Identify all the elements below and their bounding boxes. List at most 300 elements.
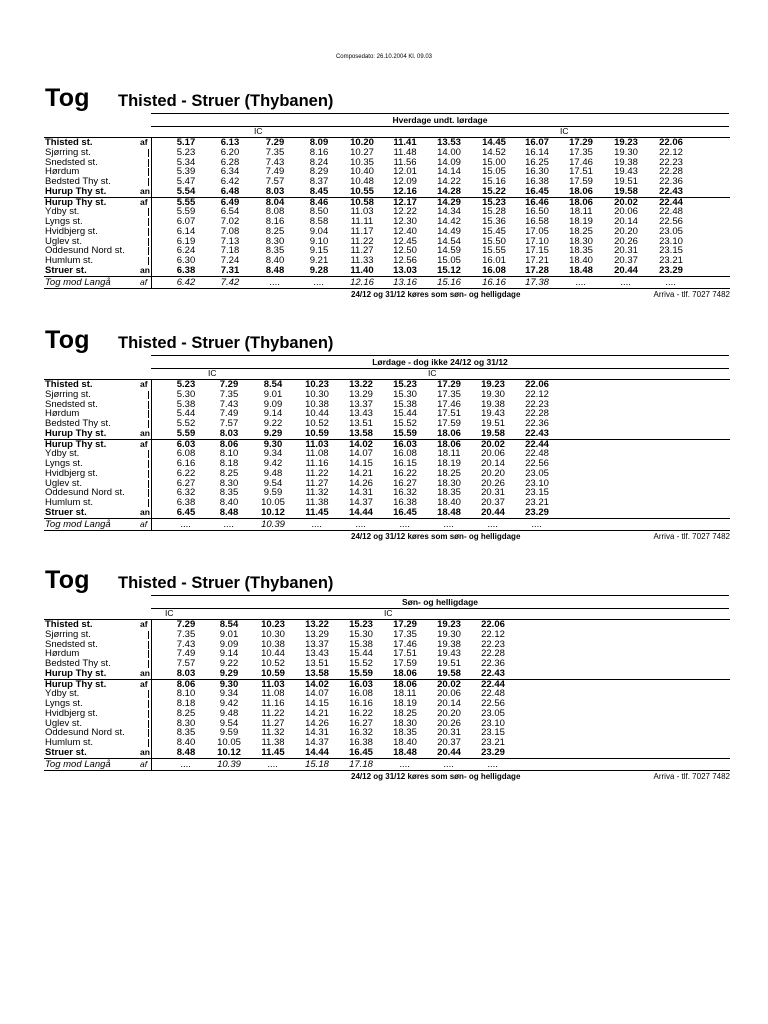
time-cell: 6.24 <box>176 245 196 257</box>
time-cell: 8.40 <box>219 497 239 508</box>
time-cell: 7.49 <box>176 648 196 660</box>
passing-marker <box>148 700 149 708</box>
time-cell: 11.27 <box>261 717 285 729</box>
time-cell: 9.42 <box>219 698 239 709</box>
af-an-marker: af <box>140 137 148 147</box>
timetable-row <box>44 719 730 729</box>
time-cell: 14.21 <box>305 707 329 719</box>
station-name: Snedsted st. <box>45 156 98 168</box>
af-an-marker: af <box>140 379 148 389</box>
af-an-marker: an <box>140 264 150 275</box>
passing-marker <box>148 247 149 255</box>
section-hurup-struer <box>44 679 730 758</box>
time-cell: 9.22 <box>263 418 283 429</box>
station-name: Tog mod Langå <box>45 518 111 530</box>
time-cell: 17.35 <box>393 628 417 640</box>
time-cell: 22.43 <box>525 427 549 439</box>
time-cell: 8.54 <box>219 619 239 630</box>
time-cell: 8.37 <box>309 176 329 187</box>
time-cell: 22.43 <box>659 185 683 197</box>
timetable-row <box>44 488 730 498</box>
tog-mod-langa-row <box>44 276 730 289</box>
time-cell: 6.54 <box>220 206 240 218</box>
time-cell: 10.05 <box>261 497 285 508</box>
time-cell: 8.18 <box>219 458 239 469</box>
passing-marker <box>148 499 149 507</box>
time-cell: 7.35 <box>265 146 285 158</box>
time-cell: 13.51 <box>349 418 373 429</box>
time-cell: 7.57 <box>219 418 239 429</box>
ic-label: IC <box>560 126 569 136</box>
time-cell: 11.33 <box>350 255 374 266</box>
route-title: Thisted - Struer (Thybanen) <box>118 92 334 110</box>
time-cell: 12.09 <box>393 176 417 187</box>
time-cell: 18.48 <box>569 264 593 276</box>
station-name: Lyngs st. <box>45 698 83 709</box>
time-cell: 19.23 <box>437 619 461 630</box>
timetable-row <box>44 649 730 659</box>
timetable-footer <box>44 531 730 543</box>
time-cell: 12.16 <box>350 276 374 288</box>
time-cell: 6.28 <box>220 156 240 168</box>
time-cell: 23.29 <box>525 506 549 518</box>
time-cell: 13.22 <box>305 619 329 630</box>
timetable-row <box>44 380 730 390</box>
timetable-row <box>44 449 730 459</box>
time-cell: 15.28 <box>482 206 506 218</box>
time-cell: 13.58 <box>349 427 373 439</box>
time-cell: 7.08 <box>220 225 240 237</box>
time-cell: 20.02 <box>614 196 638 208</box>
time-cell: 18.35 <box>569 245 593 257</box>
day-type-label: Søn- og helligdage <box>151 595 729 609</box>
time-cell: 9.34 <box>263 448 283 460</box>
time-cell: 13.43 <box>349 408 373 420</box>
time-cell: 14.37 <box>305 737 329 748</box>
holiday-note: 24/12 og 31/12 køres som søn- og helligdage <box>351 771 521 781</box>
passing-marker <box>148 660 149 668</box>
time-cell: 8.48 <box>176 746 196 758</box>
time-cell: 16.32 <box>393 487 417 499</box>
time-cell: 10.38 <box>305 398 329 410</box>
time-cell: 10.40 <box>350 166 374 178</box>
timetable-row <box>44 469 730 479</box>
timetable-row <box>44 640 730 650</box>
time-cell: 14.49 <box>437 225 461 237</box>
timetable-grid <box>44 379 730 543</box>
time-cell: 18.06 <box>569 185 593 197</box>
time-cell: 9.21 <box>309 255 329 266</box>
time-cell: 12.50 <box>393 245 417 257</box>
station-name: Thisted st. <box>45 619 93 630</box>
passing-marker <box>148 410 149 418</box>
timetable-row <box>44 669 730 679</box>
time-cell: 16.45 <box>525 185 549 197</box>
time-cell: 15.36 <box>482 216 506 227</box>
time-cell: 19.43 <box>614 166 638 178</box>
time-cell: 19.38 <box>437 638 461 650</box>
time-cell: 6.16 <box>176 458 196 469</box>
time-cell: 7.43 <box>219 398 239 410</box>
time-cell: 18.06 <box>437 427 461 439</box>
time-cell: 11.32 <box>305 487 329 499</box>
time-cell: 11.45 <box>261 746 285 758</box>
time-cell: 8.48 <box>265 264 285 276</box>
station-name: Hurup Thy st. <box>45 185 107 197</box>
time-cell: 7.18 <box>220 245 240 257</box>
time-cell: .... <box>180 518 192 530</box>
time-cell: 11.16 <box>261 698 285 709</box>
timetable-row <box>44 748 730 758</box>
time-cell: 20.06 <box>437 688 461 700</box>
time-cell: 20.44 <box>614 264 638 276</box>
af-an-marker: an <box>140 185 150 196</box>
time-cell: 22.44 <box>525 438 549 450</box>
time-cell: 14.28 <box>437 185 461 197</box>
time-cell: 20.26 <box>614 235 638 247</box>
time-cell: 23.21 <box>525 497 549 508</box>
timetable-header <box>44 328 730 354</box>
station-name: Tog mod Langå <box>45 276 111 288</box>
time-cell: 17.51 <box>437 408 461 420</box>
time-cell: 18.30 <box>393 717 417 729</box>
time-cell: 8.06 <box>219 438 239 450</box>
time-cell: 17.10 <box>525 235 549 247</box>
time-cell: 18.06 <box>569 196 593 208</box>
time-cell: 5.30 <box>176 388 196 400</box>
time-cell: 7.29 <box>176 619 196 630</box>
time-cell: 7.49 <box>265 166 285 178</box>
time-cell: 7.24 <box>220 255 240 266</box>
station-name: Hvidbjerg st. <box>45 467 98 479</box>
station-name: Hurup Thy st. <box>45 438 107 450</box>
day-type-label: Hverdage undt. lørdage <box>151 113 729 127</box>
time-cell: 14.31 <box>305 727 329 739</box>
time-cell: 15.23 <box>349 619 373 630</box>
time-cell: 23.10 <box>659 235 683 247</box>
station-name: Humlum st. <box>45 737 94 748</box>
time-cell: 11.38 <box>305 497 329 508</box>
time-cell: 9.48 <box>263 467 283 479</box>
time-cell: 6.42 <box>176 276 196 288</box>
time-cell: 19.51 <box>614 176 638 187</box>
time-cell: 6.19 <box>176 235 196 247</box>
station-name: Hurup Thy st. <box>45 678 107 690</box>
time-cell: 23.10 <box>525 477 549 489</box>
time-cell: 13.51 <box>305 658 329 669</box>
station-name: Hørdum <box>45 166 80 178</box>
section-thisted-hurup <box>44 620 730 679</box>
tog-heading: Tog <box>45 326 90 354</box>
time-cell: .... <box>487 518 499 530</box>
time-cell: 23.15 <box>659 245 683 257</box>
time-cell: 16.03 <box>393 438 417 450</box>
station-name: Thisted st. <box>45 137 93 148</box>
time-cell: 9.22 <box>219 658 239 669</box>
time-cell: 10.12 <box>261 506 285 518</box>
time-cell: 23.29 <box>659 264 683 276</box>
time-cell: 14.07 <box>349 448 373 460</box>
time-cell: 7.43 <box>265 156 285 168</box>
time-cell: 14.31 <box>349 487 373 499</box>
time-cell: 18.25 <box>437 467 461 479</box>
time-cell: 19.23 <box>614 137 638 148</box>
time-cell: 11.41 <box>393 137 417 148</box>
time-cell: 8.40 <box>176 737 196 748</box>
time-cell: 11.03 <box>261 678 285 690</box>
time-cell: 14.21 <box>349 467 373 479</box>
time-cell: 15.16 <box>482 176 506 187</box>
time-cell: 19.23 <box>481 379 505 390</box>
time-cell: 16.46 <box>525 196 549 208</box>
time-cell: 7.35 <box>219 388 239 400</box>
time-cell: 7.13 <box>220 235 240 247</box>
time-cell: 14.14 <box>437 166 461 178</box>
time-cell: 14.26 <box>349 477 373 489</box>
passing-marker <box>148 720 149 728</box>
time-cell: 16.16 <box>349 698 373 709</box>
time-cell: 8.30 <box>219 477 239 489</box>
passing-marker <box>148 450 149 458</box>
time-cell: 22.28 <box>481 648 505 660</box>
timetable-footer <box>44 771 730 783</box>
time-cell: 14.02 <box>305 678 329 690</box>
time-cell: .... <box>313 276 325 288</box>
time-cell: 6.07 <box>176 216 196 227</box>
time-cell: 10.30 <box>305 388 329 400</box>
section-hurup-struer <box>44 197 730 276</box>
timetable-row <box>44 728 730 738</box>
time-cell: 12.40 <box>393 225 417 237</box>
time-cell: 9.14 <box>263 408 283 420</box>
time-cell: 10.44 <box>261 648 285 660</box>
time-cell: 9.59 <box>219 727 239 739</box>
time-cell: 17.38 <box>525 276 549 288</box>
time-cell: 12.22 <box>393 206 417 218</box>
time-cell: 6.14 <box>176 225 196 237</box>
timetable-row <box>44 459 730 469</box>
time-cell: 9.42 <box>263 458 283 469</box>
time-cell: 8.48 <box>219 506 239 518</box>
time-cell: 15.23 <box>393 379 417 390</box>
time-cell: 17.05 <box>525 225 549 237</box>
time-cell: 17.59 <box>569 176 593 187</box>
time-cell: 14.07 <box>305 688 329 700</box>
time-cell: 15.59 <box>393 427 417 439</box>
time-cell: 19.30 <box>437 628 461 640</box>
time-cell: 13.29 <box>349 388 373 400</box>
time-cell: 18.11 <box>437 448 461 460</box>
column-divider <box>151 519 152 530</box>
station-name: Sjørring st. <box>45 146 91 158</box>
time-cell: 17.46 <box>437 398 461 410</box>
ic-label-row <box>151 608 729 618</box>
time-cell: 15.50 <box>482 235 506 247</box>
time-cell: 15.12 <box>437 264 461 276</box>
time-cell: 9.10 <box>309 235 329 247</box>
time-cell: .... <box>443 518 455 530</box>
time-cell: 14.29 <box>437 196 461 208</box>
passing-marker <box>148 710 149 718</box>
time-cell: 12.30 <box>393 216 417 227</box>
time-cell: 6.08 <box>176 448 196 460</box>
time-cell: 9.15 <box>309 245 329 257</box>
passing-marker <box>148 641 149 649</box>
time-cell: 5.23 <box>176 379 196 390</box>
passing-marker <box>148 228 149 236</box>
time-cell: 22.44 <box>481 678 505 690</box>
time-cell: 14.52 <box>482 146 506 158</box>
passing-marker <box>148 739 149 747</box>
time-cell: 13.43 <box>305 648 329 660</box>
passing-marker <box>148 470 149 478</box>
time-cell: 11.17 <box>350 225 374 237</box>
time-cell: 17.29 <box>437 379 461 390</box>
time-cell: 15.52 <box>349 658 373 669</box>
time-cell: 15.52 <box>393 418 417 429</box>
time-cell: 10.59 <box>261 667 285 679</box>
timetable-row <box>44 508 730 518</box>
time-cell: 16.50 <box>525 206 549 218</box>
timetable-footer <box>44 289 730 301</box>
af-an-marker: af <box>140 196 148 207</box>
time-cell: 8.18 <box>176 698 196 709</box>
timetable-row <box>44 680 730 690</box>
time-cell: 11.45 <box>305 506 329 518</box>
time-cell: 8.08 <box>265 206 285 218</box>
time-cell: 14.42 <box>437 216 461 227</box>
tog-heading: Tog <box>45 566 90 594</box>
time-cell: 7.31 <box>220 264 240 276</box>
time-cell: 15.30 <box>349 628 373 640</box>
time-cell: 8.58 <box>309 216 329 227</box>
station-name: Oddesund Nord st. <box>45 727 125 739</box>
time-cell: .... <box>399 758 411 770</box>
af-an-marker: af <box>140 438 148 449</box>
time-cell: 6.03 <box>176 438 196 450</box>
time-cell: 9.30 <box>219 678 239 690</box>
station-name: Uglev st. <box>45 235 82 247</box>
time-cell: 17.46 <box>393 638 417 650</box>
time-cell: 10.05 <box>217 737 241 748</box>
time-cell: 20.06 <box>481 448 505 460</box>
time-cell: 5.17 <box>176 137 196 148</box>
time-cell: 18.48 <box>437 506 461 518</box>
time-cell: .... <box>180 758 192 770</box>
time-cell: 8.04 <box>265 196 285 208</box>
timetable-row <box>44 187 730 197</box>
time-cell: 10.39 <box>217 758 241 770</box>
time-cell: 8.03 <box>176 667 196 679</box>
time-cell: 22.06 <box>659 137 683 148</box>
time-cell: 20.31 <box>481 487 505 499</box>
time-cell: 8.03 <box>265 185 285 197</box>
time-cell: 23.10 <box>481 717 505 729</box>
time-cell: .... <box>531 518 543 530</box>
time-cell: 7.29 <box>219 379 239 390</box>
passing-marker <box>148 650 149 658</box>
time-cell: 16.08 <box>482 264 506 276</box>
time-cell: 10.59 <box>305 427 329 439</box>
time-cell: 23.29 <box>481 746 505 758</box>
passing-marker <box>148 208 149 216</box>
station-name: Lyngs st. <box>45 216 83 227</box>
timetable-row <box>44 429 730 439</box>
passing-marker <box>148 149 149 157</box>
station-name: Struer st. <box>45 506 87 518</box>
column-divider <box>151 277 152 288</box>
time-cell: 19.58 <box>437 667 461 679</box>
time-cell: 13.58 <box>305 667 329 679</box>
time-cell: 7.57 <box>265 176 285 187</box>
time-cell: 10.30 <box>261 628 285 640</box>
time-cell: 12.45 <box>393 235 417 247</box>
ic-label: IC <box>384 608 393 618</box>
time-cell: 6.13 <box>220 137 240 148</box>
time-cell: 13.37 <box>349 398 373 410</box>
time-cell: 14.15 <box>305 698 329 709</box>
time-cell: 22.23 <box>481 638 505 650</box>
holiday-note: 24/12 og 31/12 køres som søn- og helligdage <box>351 531 521 541</box>
station-name: Humlum st. <box>45 497 94 508</box>
operator-contact: Arriva - tlf. 7027 7482 <box>653 289 730 299</box>
time-cell: 20.14 <box>481 458 505 469</box>
station-name: Oddesund Nord st. <box>45 487 125 499</box>
time-cell: 6.49 <box>220 196 240 208</box>
timetable-row <box>44 699 730 709</box>
af-an-marker: af <box>140 276 148 287</box>
time-cell: 6.38 <box>176 264 196 276</box>
time-cell: 19.30 <box>481 388 505 400</box>
timetable-row <box>44 390 730 400</box>
time-cell: 8.35 <box>219 487 239 499</box>
time-cell: 10.23 <box>261 619 285 630</box>
timetable-row <box>44 620 730 630</box>
time-cell: 15.38 <box>393 398 417 410</box>
passing-marker <box>148 218 149 226</box>
time-cell: 17.28 <box>525 264 549 276</box>
time-cell: 22.56 <box>659 216 683 227</box>
time-cell: .... <box>269 276 281 288</box>
time-cell: 16.03 <box>349 678 373 690</box>
time-cell: 8.03 <box>219 427 239 439</box>
time-cell: 7.42 <box>220 276 240 288</box>
time-cell: 10.55 <box>350 185 374 197</box>
time-cell: 9.14 <box>219 648 239 660</box>
time-cell: 18.06 <box>437 438 461 450</box>
af-an-marker: af <box>140 518 148 529</box>
station-name: Hurup Thy st. <box>45 196 107 208</box>
time-cell: 20.14 <box>437 698 461 709</box>
time-cell: .... <box>399 518 411 530</box>
passing-marker <box>148 159 149 167</box>
time-cell: 18.35 <box>437 487 461 499</box>
time-cell: 11.56 <box>393 156 417 168</box>
time-cell: 10.58 <box>350 196 374 208</box>
time-cell: 20.44 <box>481 506 505 518</box>
time-cell: 10.23 <box>305 379 329 390</box>
time-cell: 20.37 <box>614 255 638 266</box>
timetable-grid <box>44 619 730 783</box>
time-cell: 15.55 <box>482 245 506 257</box>
af-an-marker: an <box>140 746 150 757</box>
time-cell: 15.44 <box>349 648 373 660</box>
time-cell: 8.09 <box>309 137 329 148</box>
timetable-header <box>44 568 730 594</box>
station-name: Lyngs st. <box>45 458 83 469</box>
time-cell: 23.21 <box>481 737 505 748</box>
time-cell: 8.10 <box>219 448 239 460</box>
